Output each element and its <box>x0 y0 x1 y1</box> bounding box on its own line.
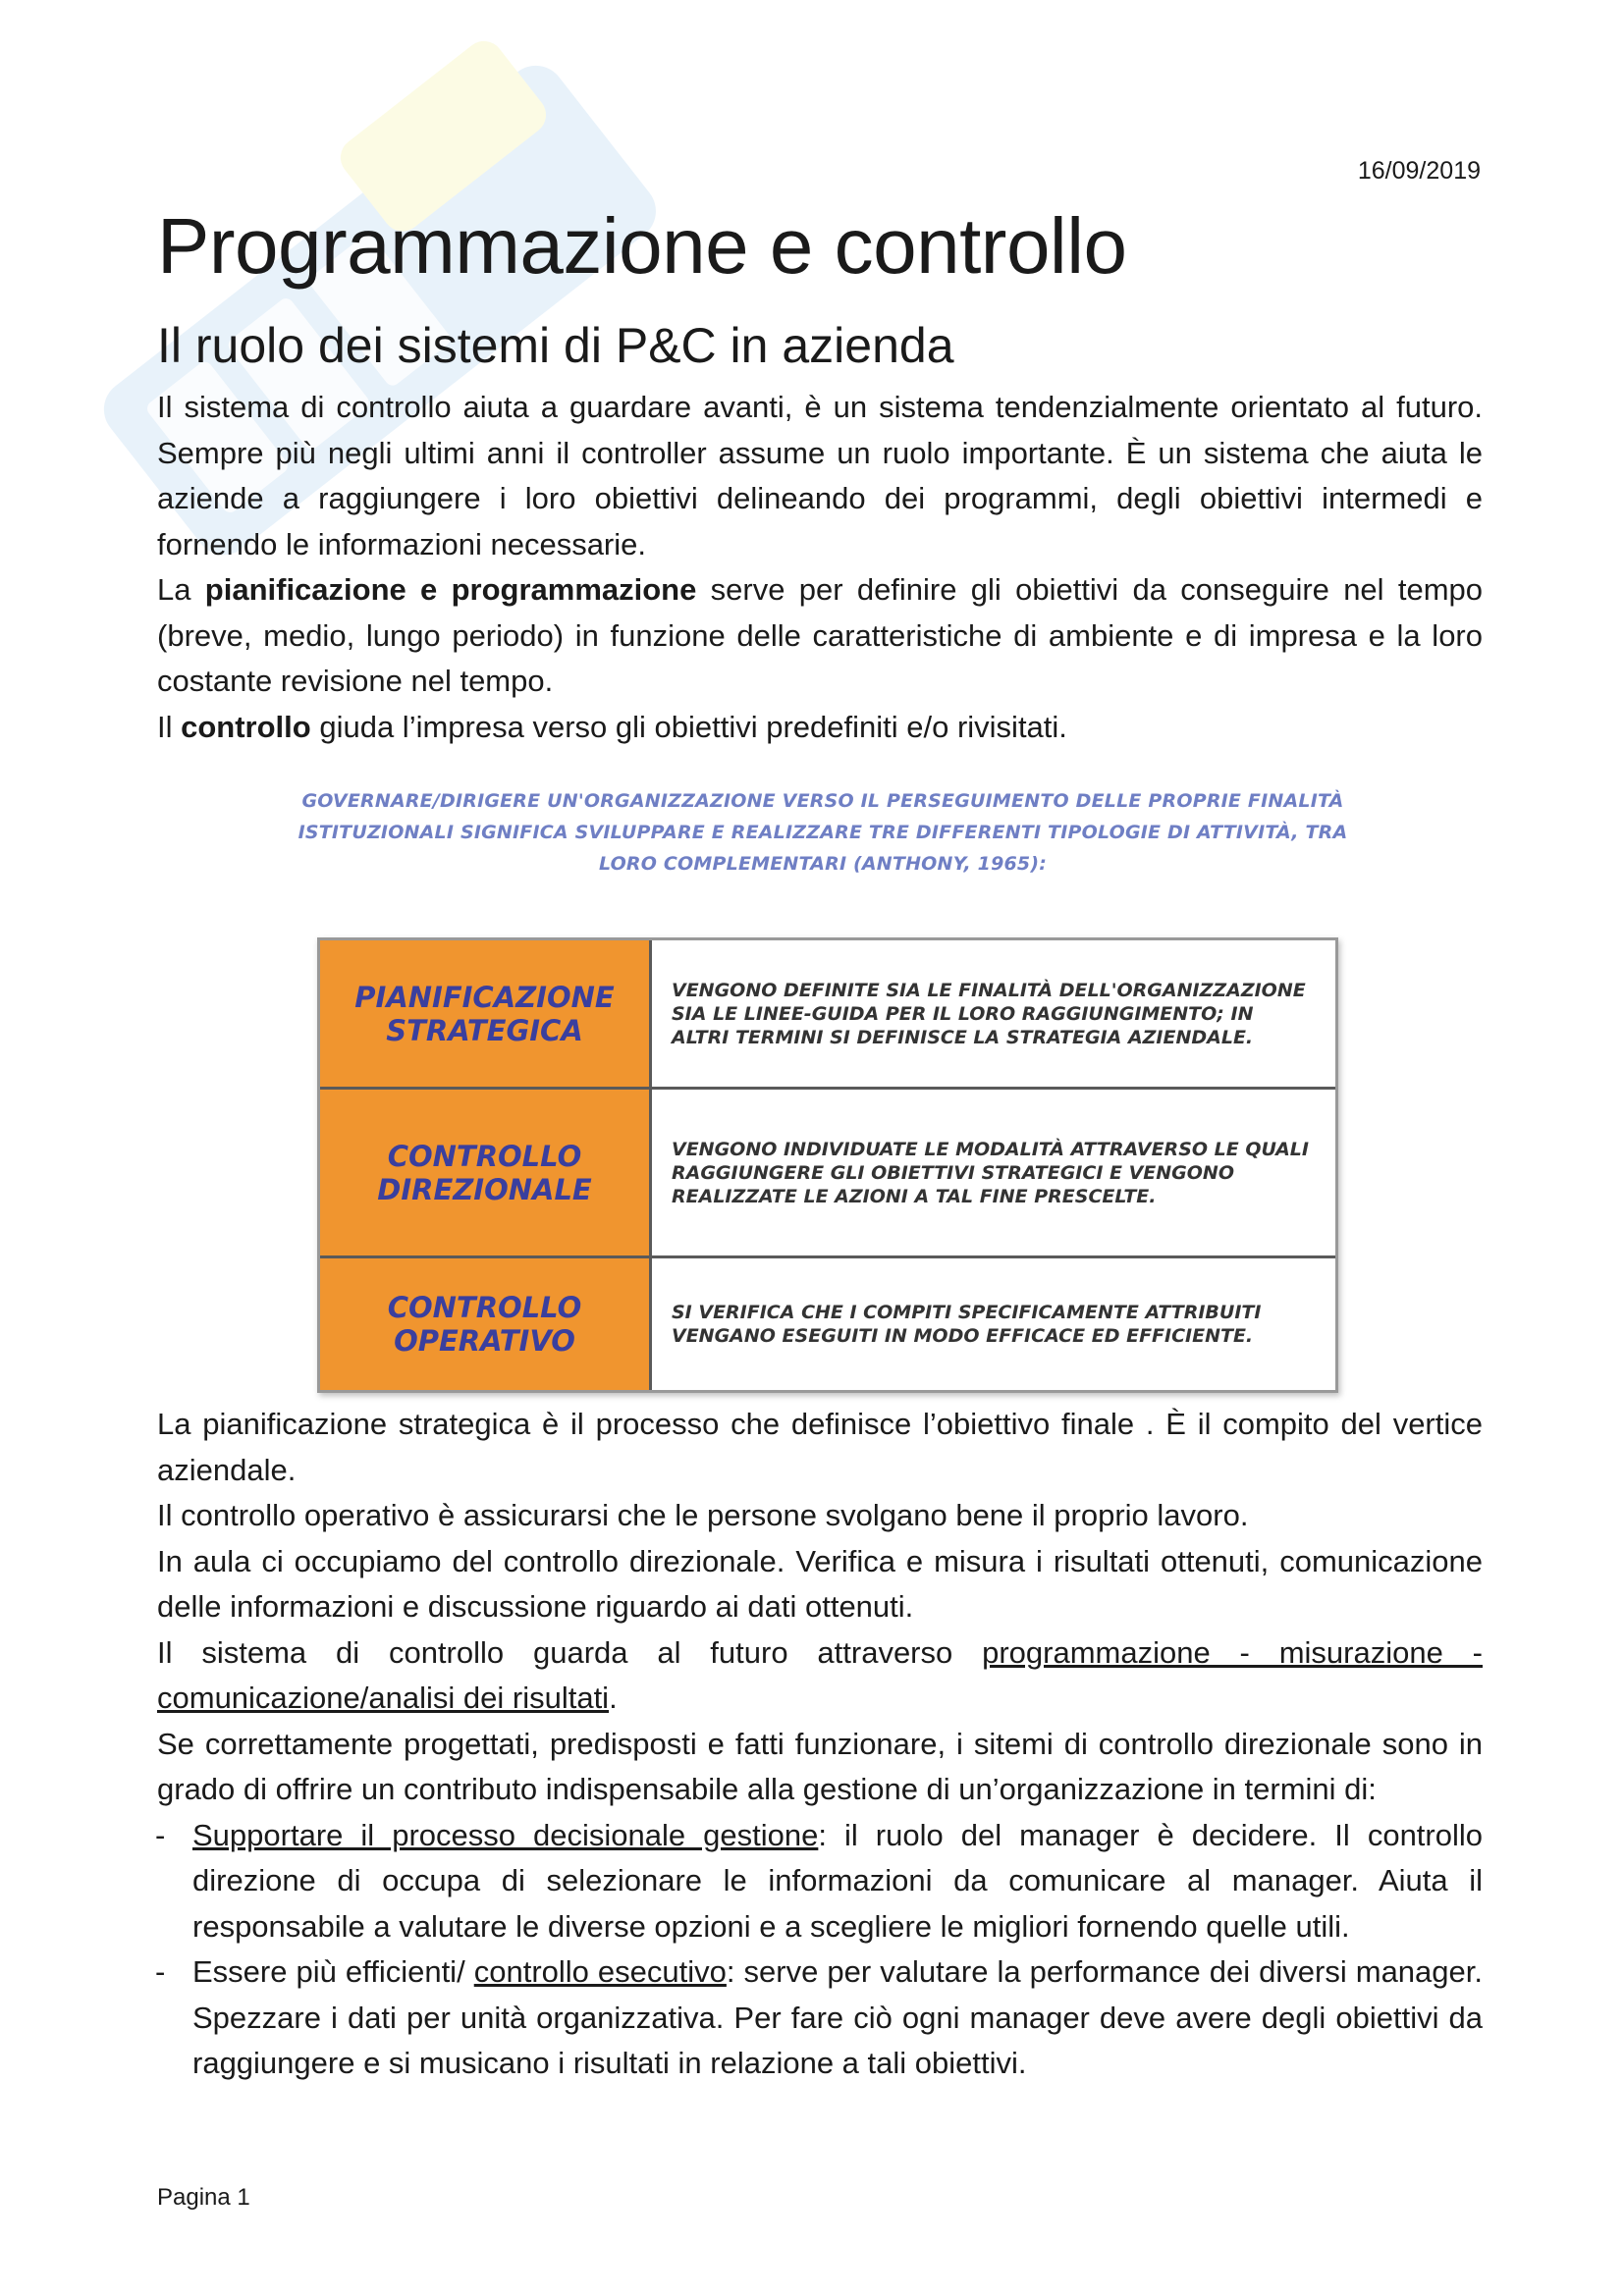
figure-table <box>317 937 1338 1393</box>
body-paragraph-2: Il controllo operativo è assicurarsi che le persone svolgano bene il proprio lavoro. <box>157 1498 1249 1532</box>
underlined-phrase: Supportare il processo decisionale gestione <box>192 1817 819 1852</box>
figure-row-description: VENGONO DEFINITE SIA LE FINALITÀ DELL'ORGANIZZAZIONE SIA LE LINEE-GUIDA PER IL LORO RAGGIUNGIMENTO; IN ALTRI TERMINI SI DEFINISCE LA STRATEGIA AZIENDALE. <box>652 940 1335 1090</box>
figure-row-label: CONTROLLO DIREZIONALE <box>320 1090 652 1258</box>
body-paragraph-5: Se correttamente progettati, predisposti e fatti funzionare, i sitemi di controllo direzionale sono in grado di offrire un contributo indispensabile alla gestione di un’organizzazione in termini di: <box>157 1726 1483 1806</box>
bullet-marker: - <box>155 1954 166 1989</box>
figure-caption: GOVERNARE/DIRIGERE UN'ORGANIZZAZIONE VERSO IL PERSEGUIMENTO DELLE PROPRIE FINALITÀ ISTITUZIONALI SIGNIFICA SVILUPPARE E REALIZZARE TRE DIFFERENTI TIPOLOGIE DI ATTIVITÀ, TRA LORO COMPLEMENTARI (ANTHONY, 1965): <box>298 790 1348 875</box>
page-number: Pagina 1 <box>157 2184 250 2211</box>
figure-row-label: CONTROLLO OPERATIVO <box>320 1258 652 1390</box>
underlined-phrase: programmazione - misurazione - comunicazione/analisi dei risultati <box>157 1634 1483 1715</box>
bold-term: pianificazione e programmazione <box>204 572 697 607</box>
underlined-phrase: controllo esecutivo <box>473 1954 727 1989</box>
figure-row-description: SI VERIFICA CHE I COMPITI SPECIFICAMENTE ATTRIBUITI VENGANO ESEGUITI IN MODO EFFICACE ED EFFICIENTE. <box>672 1302 1262 1347</box>
intro-paragraph-1: Il sistema di controllo aiuta a guardare avanti, è un sistema tendenzialmente orientato al futuro. Sempre più negli ultimi anni il controller assume un ruolo importante. È un sistema che aiuta le aziende a raggiungere i loro obiettivi delineando dei programmi, degli obiettivi intermedi e fornendo le informazioni necessarie. <box>157 390 1483 561</box>
intro-text <box>157 385 1483 750</box>
anthony-figure <box>293 785 1353 1394</box>
bullet-marker: - <box>155 1817 166 1852</box>
figure-row-description: VENGONO INDIVIDUATE LE MODALITÀ ATTRAVERSO LE QUALI RAGGIUNGERE GLI OBIETTIVI STRATEGICI E VENGONO REALIZZATE LE AZIONI A TAL FINE PRESCELTE. <box>652 1090 1335 1258</box>
body-text <box>157 1402 1483 2087</box>
page-title: Programmazione e controllo <box>157 202 1127 290</box>
bold-term: controllo <box>181 709 311 744</box>
body-paragraph-1: La pianificazione strategica è il processo che definisce l’obiettivo finale . È il compito del vertice aziendale. <box>157 1407 1483 1487</box>
body-paragraph-3: In aula ci occupiamo del controllo direzionale. Verifica e misura i risultati ottenuti, comunicazione delle informazioni e discussione riguardo ai dati ottenuti. <box>157 1543 1483 1624</box>
section-title: Il ruolo dei sistemi di P&C in azienda <box>157 318 954 373</box>
body-paragraph-4: Il sistema di controllo guarda al futuro attraverso programmazione - misurazione - comunicazione/analisi dei risultati. <box>157 1634 1483 1715</box>
intro-paragraph-3: Il controllo giuda l’impresa verso gli obiettivi predefiniti e/o rivisitati. <box>157 709 1067 744</box>
bullet-item: - Essere più efficienti/ controllo esecutivo: serve per valutare la performance dei diversi manager. Spezzare i dati per unità organizzativa. Per fare ciò ogni manager deve avere degli obiettivi da raggiungere e si musicano i risultati in relazione a tali obiettivi. <box>157 1949 1483 2087</box>
bullet-item: - Supportare il processo decisionale gestione: il ruolo del manager è decidere. Il controllo direzione di occupa di selezionare le informazioni da comunicare al manager. Aiuta il responsabile a valutare le diverse opzioni e a scegliere le migliori fornendo quelle utili. <box>157 1813 1483 1950</box>
date: 16/09/2019 <box>1357 157 1481 185</box>
figure-row-label: PIANIFICAZIONE STRATEGICA <box>320 940 652 1090</box>
intro-paragraph-2: La pianificazione e programmazione serve per definire gli obiettivi da conseguire nel tempo (breve, medio, lungo periodo) in funzione delle caratteristiche di ambiente e di impresa e la loro costante revisione nel tempo. <box>157 572 1484 698</box>
